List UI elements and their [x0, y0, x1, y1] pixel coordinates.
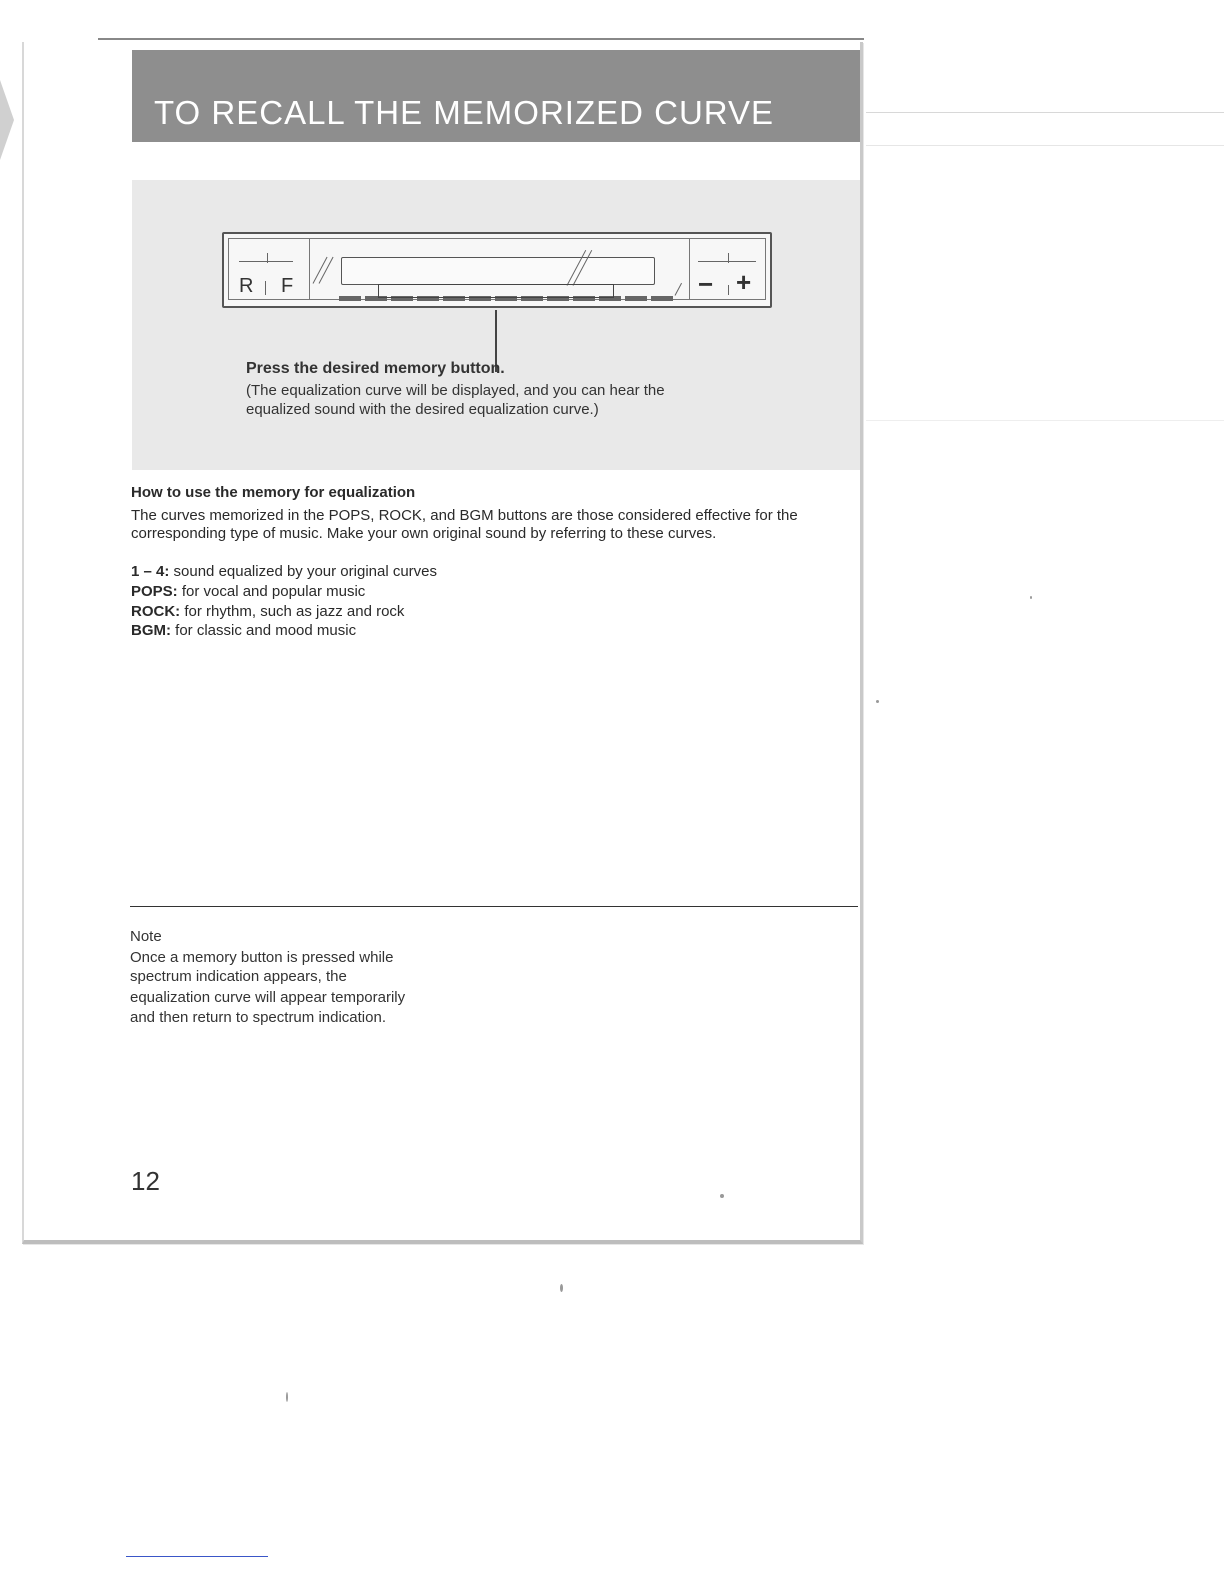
equalizer-illustration — [132, 180, 860, 470]
list-item — [131, 583, 365, 600]
display-slash-mark — [319, 257, 334, 284]
figure-caption-heading: Press the desired memory button. — [246, 360, 505, 377]
memory-button[interactable] — [651, 296, 673, 301]
figure-caption-line: equalized sound with the desired equalization curve.) — [246, 401, 599, 418]
list-item-text: for classic and mood music — [171, 622, 357, 639]
memory-button[interactable] — [625, 296, 647, 301]
equalizer-front-panel — [222, 232, 772, 308]
page-edge-shadow — [0, 80, 14, 160]
note-line: spectrum indication appears, the — [130, 968, 347, 985]
list-item-text: sound equalized by your original curves — [169, 563, 438, 580]
scan-artifact-line — [126, 1556, 268, 1557]
display-window — [341, 257, 655, 285]
list-item-label: POPS: — [131, 583, 178, 600]
list-item-text: for vocal and popular music — [177, 583, 366, 600]
list-item-label: ROCK: — [131, 603, 181, 620]
scan-artifact-line — [866, 112, 1224, 113]
list-item — [131, 603, 404, 620]
scan-speck — [286, 1392, 288, 1402]
rear-front-switch-block — [229, 239, 310, 299]
list-item-text: for rhythm, such as jazz and rock — [180, 603, 405, 620]
section-paragraph: The curves memorized in the POPS, ROCK, and BGM buttons are those considered effective for the corresponding type of music. Make your own original sound by referring to these curves. — [131, 507, 798, 542]
minus-button[interactable]: − — [698, 269, 714, 299]
memory-button[interactable] — [339, 296, 361, 301]
title-banner — [132, 50, 860, 142]
display-slash-mark — [675, 283, 682, 296]
scan-speck — [560, 1284, 563, 1292]
figure-caption-line: (The equalization curve will be displayed, and you can hear the — [246, 382, 665, 399]
memory-buttons-highlight — [378, 284, 614, 298]
note-line: Once a memory button is pressed while — [130, 949, 394, 966]
plus-button[interactable]: + — [736, 267, 752, 297]
note-title: Note — [130, 928, 162, 945]
scan-artifact-line — [866, 145, 1224, 146]
front-button[interactable]: F — [281, 275, 294, 297]
section-divider — [130, 906, 858, 907]
list-item-label: BGM: — [131, 622, 171, 639]
page-title: TO RECALL THE MEMORIZED CURVE — [154, 94, 775, 131]
scan-speck — [720, 1194, 724, 1198]
scan-artifact-line — [866, 420, 1224, 421]
page-number: 12 — [131, 1166, 160, 1196]
list-item-label: 1 – 4: — [131, 563, 170, 580]
rear-button[interactable]: R — [239, 275, 254, 297]
scan-speck — [876, 700, 879, 703]
list-item — [131, 563, 437, 580]
section-heading: How to use the memory for equalization — [131, 484, 416, 501]
scan-speck — [1030, 596, 1032, 599]
top-rule — [98, 38, 864, 40]
note-line: and then return to spectrum indication. — [130, 1009, 386, 1026]
note-line: equalization curve will appear temporarily — [130, 989, 406, 1006]
level-adjust-block — [689, 239, 766, 299]
list-item — [131, 622, 356, 639]
